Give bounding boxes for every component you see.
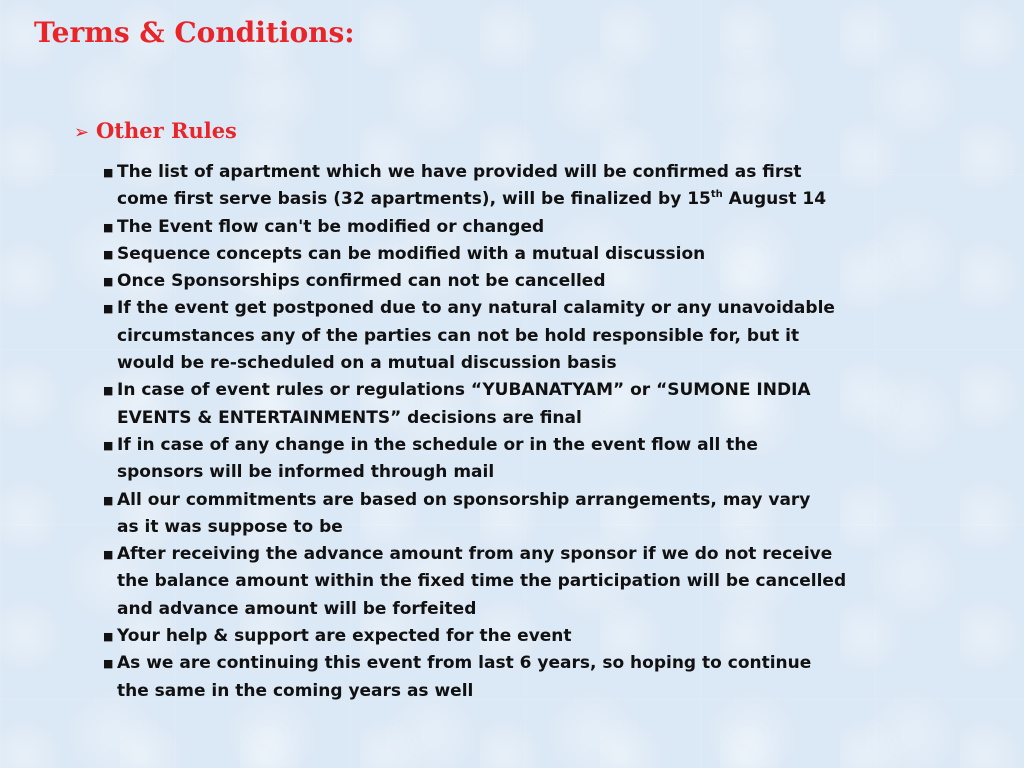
superscript-text: th	[710, 189, 723, 201]
rule-item	[100, 295, 920, 377]
rule-text-line	[117, 568, 920, 595]
section-heading	[74, 118, 237, 143]
rule-text: If the event get postponed due to any natural calamity or any unavoidable	[117, 298, 835, 319]
rule-text-line	[117, 350, 920, 377]
rule-item	[100, 241, 920, 268]
square-bullet-icon: ■	[103, 302, 114, 316]
square-bullet-icon: ■	[103, 438, 114, 452]
square-bullet-icon: ■	[103, 166, 114, 179]
rule-text: The Event flow can't be modified or changed	[117, 216, 545, 237]
rule-text: All our commitments are based on sponsorship arrangements, may vary	[117, 489, 811, 510]
square-bullet-icon: ■	[103, 493, 114, 507]
rule-text: would be re-scheduled on a mutual discussion basis	[117, 353, 617, 374]
rule-item	[100, 650, 920, 705]
square-bullet-icon: ■	[103, 220, 114, 234]
rule-text-line	[117, 186, 920, 213]
rule-text-line	[117, 459, 920, 486]
rule-text: and advance amount will be forfeited	[117, 598, 477, 619]
square-bullet-icon: ■	[103, 247, 114, 261]
rule-item	[100, 487, 920, 542]
rule-text: After receiving the advance amount from any sponsor if we do not receive	[117, 544, 833, 565]
rule-text: As we are continuing this event from last 6 years, so hoping to continue	[117, 653, 812, 674]
rule-text-line	[117, 214, 920, 241]
rule-text: the balance amount within the fixed time the participation will be cancelled	[117, 571, 847, 592]
arrow-bullet-icon: ➢	[74, 122, 90, 143]
rule-text: come first serve basis (32 apartments), will be finalized by 15	[117, 189, 711, 210]
rule-text: In case of event rules or regulations “YUBANATYAM” or “SUMONE INDIA	[117, 380, 811, 401]
rule-text: Once Sponsorships confirmed can not be cancelled	[117, 271, 606, 292]
rule-text: Sequence concepts can be modified with a mutual discussion	[117, 243, 706, 264]
rule-text-line	[117, 268, 920, 295]
rule-item	[100, 268, 920, 295]
rule-text-line	[117, 623, 920, 650]
rule-text: as it was suppose to be	[117, 516, 343, 537]
rule-text: Your help & support are expected for the event	[117, 626, 572, 647]
rules-list	[100, 159, 920, 705]
rule-text: circumstances any of the parties can not be hold responsible for, but it	[117, 325, 800, 346]
rule-text: The list of apartment which we have provided will be confirmed as first	[117, 162, 802, 182]
rule-text-line	[117, 323, 920, 350]
rule-text-line	[117, 650, 920, 677]
rule-text-line	[117, 241, 920, 268]
page-title: Terms & Conditions:	[34, 16, 355, 49]
rule-item	[100, 214, 920, 241]
rule-item	[100, 623, 920, 650]
rule-item	[100, 432, 920, 487]
rule-text-line	[117, 541, 920, 568]
rule-text: August 14	[722, 189, 827, 210]
rule-item	[100, 159, 920, 214]
rule-text-line	[117, 295, 920, 322]
rule-text-line	[117, 678, 920, 705]
rule-text-line	[117, 405, 920, 432]
rule-text-line	[117, 377, 920, 404]
rule-text-line	[117, 159, 920, 186]
rule-item	[100, 541, 920, 623]
square-bullet-icon: ■	[103, 384, 114, 398]
rule-text-line	[117, 487, 920, 514]
rule-text-line	[117, 596, 920, 623]
square-bullet-icon: ■	[103, 630, 114, 644]
rule-text: the same in the coming years as well	[117, 680, 474, 701]
square-bullet-icon: ■	[103, 657, 114, 671]
rule-text-line	[117, 514, 920, 541]
section-heading-text: Other Rules	[96, 118, 237, 143]
rule-text: EVENTS & ENTERTAINMENTS” decisions are final	[117, 407, 582, 428]
square-bullet-icon: ■	[103, 275, 114, 289]
rule-text: sponsors will be informed through mail	[117, 462, 495, 483]
square-bullet-icon: ■	[103, 548, 114, 562]
rule-text: If in case of any change in the schedule or in the event flow all the	[117, 434, 758, 455]
rule-text-line	[117, 432, 920, 459]
rule-item	[100, 377, 920, 432]
